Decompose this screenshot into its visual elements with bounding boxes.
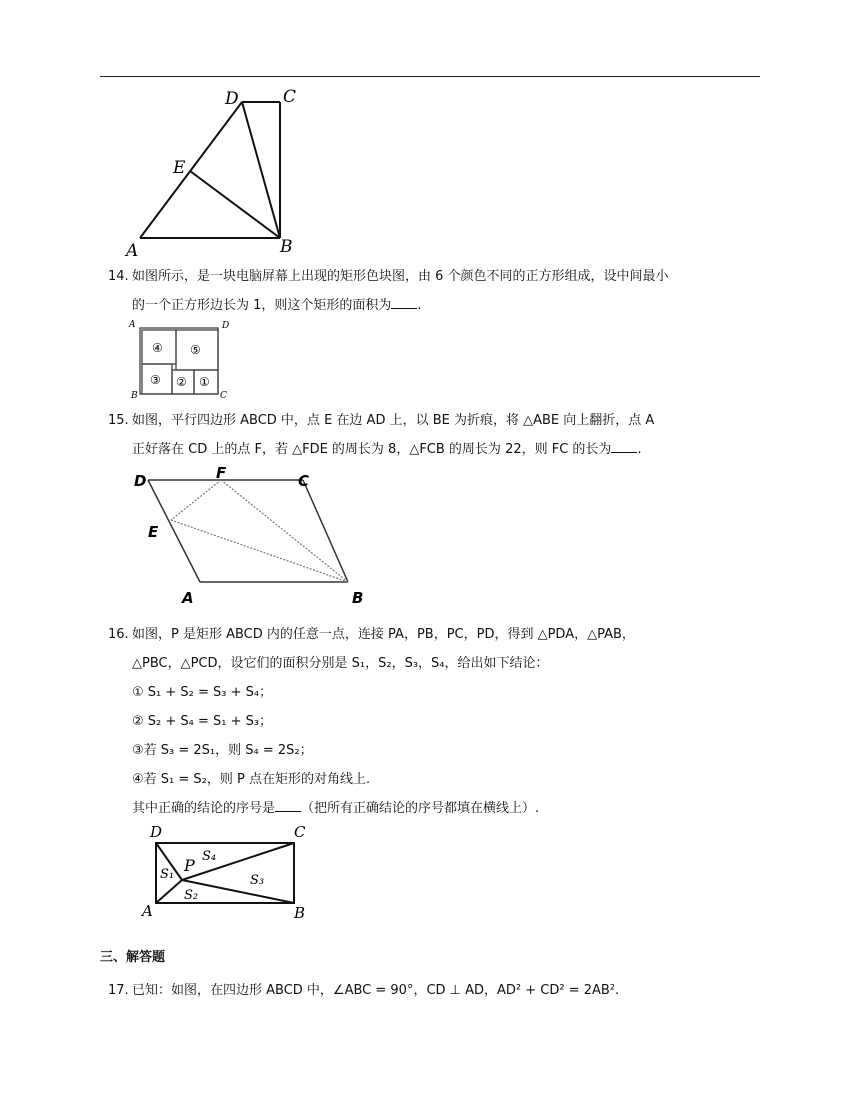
question-number: 14.	[108, 269, 129, 284]
question-number: 16.	[108, 627, 129, 642]
question-text: 其中正确的结论的序号是	[132, 801, 276, 816]
square-3-label: ③	[150, 373, 161, 387]
answer-blank[interactable]	[611, 440, 637, 453]
question-text: 如图，P 是矩形 ABCD 内的任意一点，连接 PA，PB，PC，PD，得到 △PDA，△PAB，	[132, 627, 635, 642]
question-text: 正好落在 CD 上的点 F，若 △FDE 的周长为 8，△FCB 的周长为 22，则 FC 的长为	[132, 442, 612, 457]
question-number: 15.	[108, 413, 129, 428]
label-S2: S₂	[184, 888, 199, 903]
figure-15	[128, 462, 378, 610]
conclusion-4: ④若 S₁ = S₂，则 P 点在矩形的对角线上.	[132, 772, 371, 787]
label-D: D	[150, 823, 163, 841]
label-A: A	[126, 241, 139, 259]
question-17	[108, 976, 619, 1005]
square-1-label: ①	[199, 375, 210, 389]
square-4-label: ④	[152, 341, 163, 355]
question-text: 如图所示，是一块电脑屏幕上出现的矩形色块图，由 6 个颜色不同的正方形组成，设中间最小	[132, 269, 669, 284]
conclusion-2: ② S₂ + S₄ = S₁ + S₃；	[132, 714, 273, 729]
label-A: A	[142, 902, 153, 920]
conclusion-1: ① S₁ + S₂ = S₃ + S₄；	[132, 685, 273, 700]
label-C: C	[298, 472, 310, 490]
square-5-label: ⑤	[190, 343, 201, 357]
answer-blank[interactable]	[391, 296, 417, 309]
label-E: E	[148, 523, 159, 541]
label-S4: S₄	[202, 849, 217, 864]
figure-14	[128, 316, 240, 402]
conclusion-3: ③若 S₃ = 2S₁，则 S₄ = 2S₂；	[132, 743, 313, 758]
label-D: D	[225, 89, 239, 109]
label-C: C	[294, 823, 306, 841]
question-16: 16. 如图，P 是矩形 ABCD 内的任意一点，连接 PA，PB，PC，PD，得到 △PDA，△PAB， △PBC，△PCD，设它们的面积分别是 S₁，S₂，S₃，S₄，给出如下结论： ① S₁ + S₂ = S₃ + S₄； ② S₂ + S₄ = S₁ + S₃； ③若 S₃ = 2S₁，则 S₄ = 2S₂； ④若 S₁ = S₂，则 P 点在矩形的对角线上. 其中正确的结论的序号是 （把所有正确结论的序号都填在横线上）.	[108, 620, 635, 823]
label-B: B	[352, 589, 364, 607]
question-number: 17.	[108, 983, 129, 998]
question-text: 的一个正方形边长为 1，则这个矩形的面积为	[132, 298, 392, 313]
label-D: D	[222, 321, 230, 331]
label-A: A	[182, 589, 194, 607]
label-B: B	[280, 237, 293, 257]
label-C: C	[220, 391, 227, 401]
square-2-label: ②	[176, 375, 187, 389]
label-S1: S₁	[160, 867, 175, 882]
figure-16	[138, 822, 318, 922]
label-A: A	[129, 320, 136, 330]
question-text: 已知：如图，在四边形 ABCD 中，∠ABC = 90°，CD ⊥ AD，AD² + CD² = 2AB².	[132, 983, 620, 998]
question-text: 如图，平行四边形 ABCD 中，点 E 在边 AD 上，以 BE 为折痕，将 △ABE 向上翻折，点 A	[132, 413, 655, 428]
label-P: P	[184, 856, 195, 875]
figure-13	[120, 84, 310, 259]
question-14: 14. 如图所示，是一块电脑屏幕上出现的矩形色块图，由 6 个颜色不同的正方形组成，设中间最小 的一个正方形边长为 1，则这个矩形的面积为 .	[108, 262, 669, 320]
section-heading: 三、解答题	[100, 950, 166, 965]
label-C: C	[283, 87, 297, 107]
label-E: E	[173, 158, 186, 178]
label-D: D	[134, 472, 147, 490]
question-15: 15. 如图，平行四边形 ABCD 中，点 E 在边 AD 上，以 BE 为折痕，将 △ABE 向上翻折，点 A 正好落在 CD 上的点 F，若 △FDE 的周长为 8，△FCB 的周长为 22，则 FC 的长为 .	[108, 406, 654, 464]
question-text: △PBC，△PCD，设它们的面积分别是 S₁，S₂，S₃，S₄，给出如下结论：	[132, 656, 549, 671]
header-rule	[100, 76, 760, 77]
label-B: B	[294, 904, 306, 922]
label-F: F	[216, 464, 227, 482]
label-S3: S₃	[250, 873, 265, 888]
label-B: B	[131, 391, 138, 401]
answer-blank[interactable]	[275, 799, 301, 812]
